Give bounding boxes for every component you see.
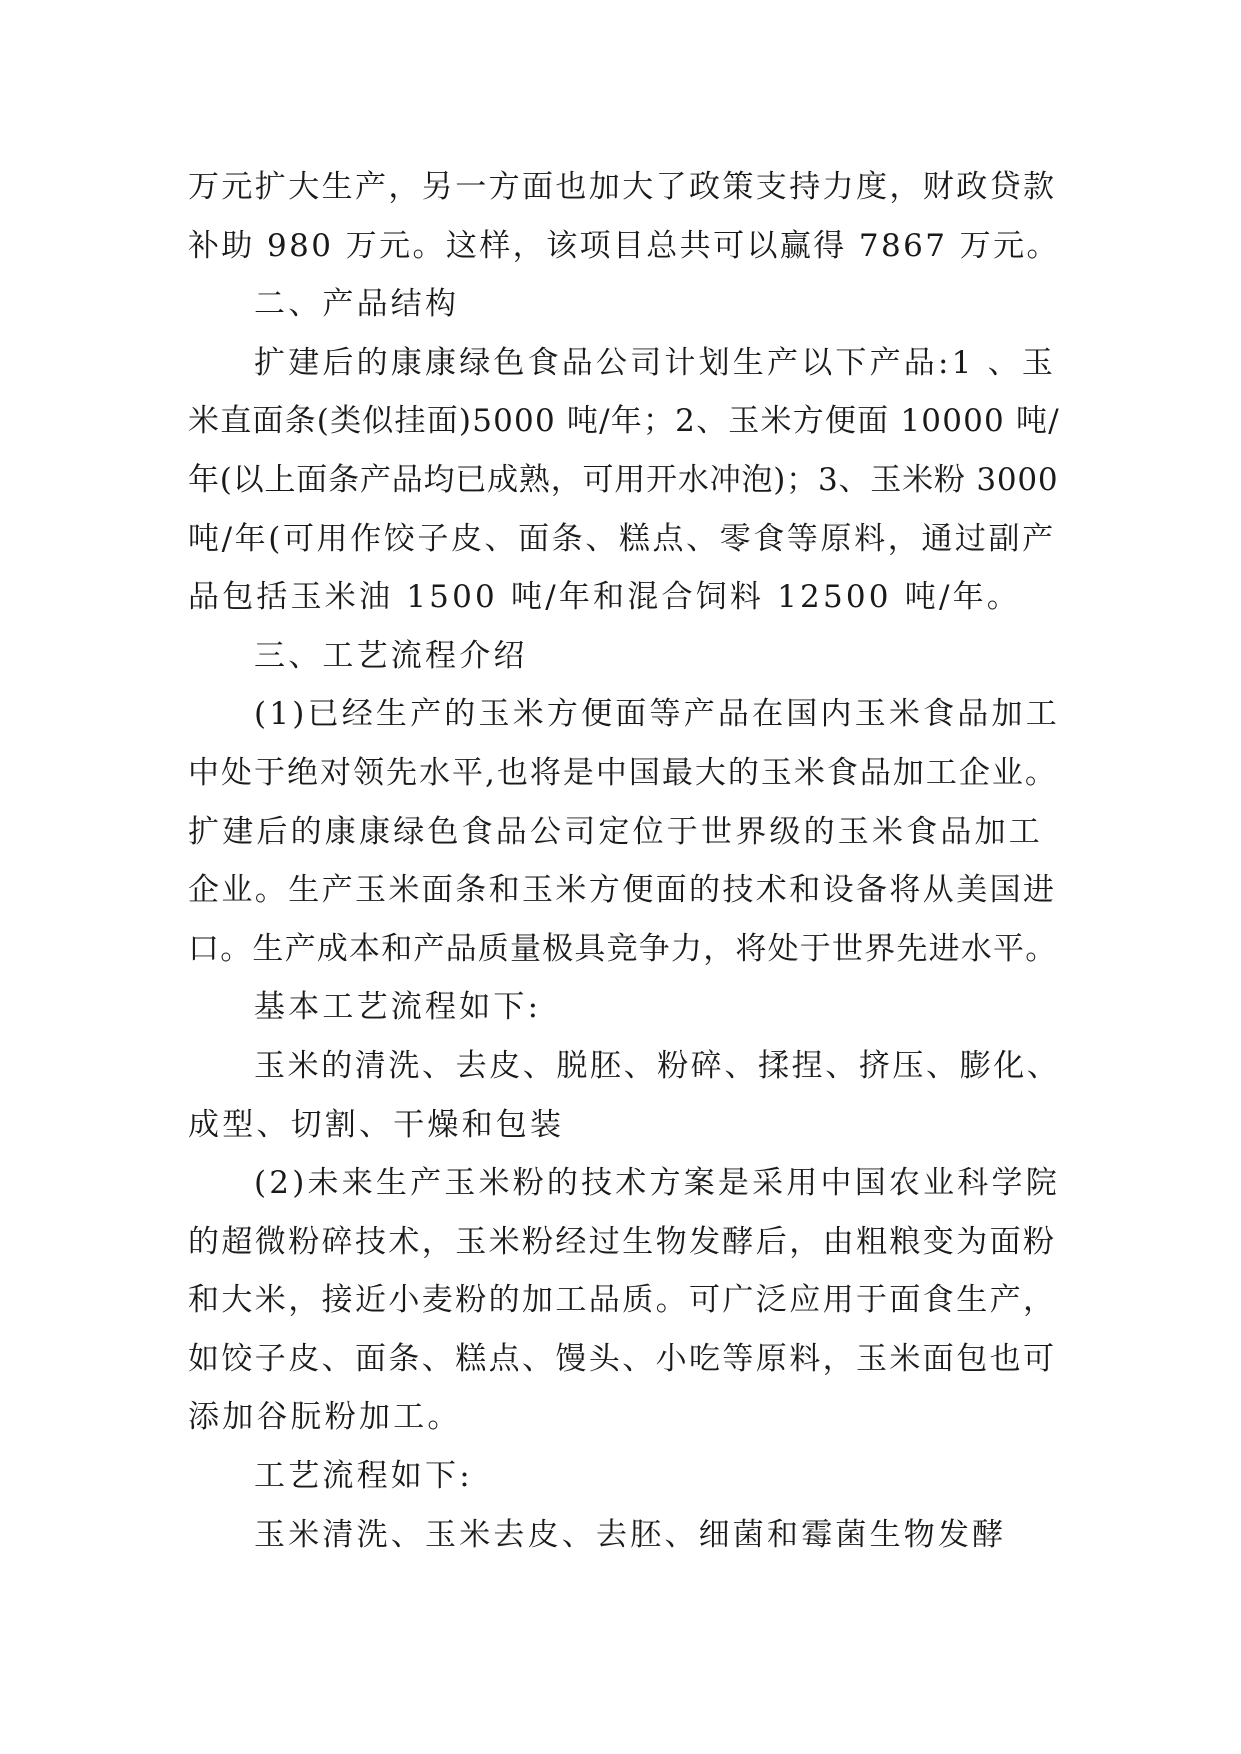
- text-line: 工艺流程如下:: [254, 1458, 473, 1495]
- text-line: 口。生产成本和产品质量极具竞争力，将处于世界先进水平。: [188, 930, 1058, 967]
- text-line: 的超微粉碎技术，玉米粉经过生物发酵后，由粗粮变为面粉: [188, 1223, 1057, 1260]
- text-line: 扩建后的康康绿色食品公司计划生产以下产品:1 、玉: [254, 344, 1057, 381]
- text-line: 基本工艺流程如下:: [254, 989, 542, 1026]
- section-heading: 三、工艺流程介绍: [254, 637, 528, 674]
- text-line: 吨/年(可用作饺子皮、面条、糕点、零食等原料，通过副产: [188, 520, 1056, 557]
- text-line: (2)未来生产玉米粉的技术方案是采用中国农业科学院: [254, 1165, 1060, 1202]
- text-line: 米直面条(类似挂面)5000 吨/年；2、玉米方便面 10000 吨/: [188, 403, 1060, 440]
- text-line: 年(以上面条产品均已成熟，可用开水冲泡)；3、玉米粉 3000: [188, 461, 1059, 498]
- document-page: [188, 158, 1060, 1564]
- text-line: 补助 980 万元。这样，该项目总共可以赢得 7867 万元。: [188, 227, 1060, 264]
- text-line: 玉米清洗、玉米去皮、去胚、细菌和霉菌生物发酵: [254, 1516, 1007, 1553]
- text-line: 添加谷朊粉加工。: [188, 1399, 462, 1436]
- text-line: (1)已经生产的玉米方便面等产品在国内玉米食品加工: [254, 696, 1060, 733]
- text-line: 中处于绝对领先水平,也将是中国最大的玉米食品加工企业。: [188, 754, 1058, 791]
- text-line: 和大米，接近小麦粉的加工品质。可广泛应用于面食生产，: [188, 1282, 1057, 1319]
- text-line: 玉米的清洗、去皮、脱胚、粉碎、揉捏、挤压、膨化、: [254, 1047, 1061, 1084]
- text-line: 品包括玉米油 1500 吨/年和混合饲料 12500 吨/年。: [188, 579, 1022, 616]
- text-line: 如饺子皮、面条、糕点、馒头、小吃等原料，玉米面包也可: [188, 1340, 1057, 1377]
- section-heading: 二、产品结构: [254, 286, 460, 323]
- text-line: 万元扩大生产，另一方面也加大了政策支持力度，财政贷款: [188, 169, 1057, 205]
- text-line: 企业。生产玉米面条和玉米方便面的技术和设备将从美国进: [188, 872, 1057, 909]
- text-line: 成型、切割、干燥和包装: [188, 1106, 565, 1143]
- text-line: 扩建后的康康绿色食品公司定位于世界级的玉米食品加工: [188, 813, 1043, 850]
